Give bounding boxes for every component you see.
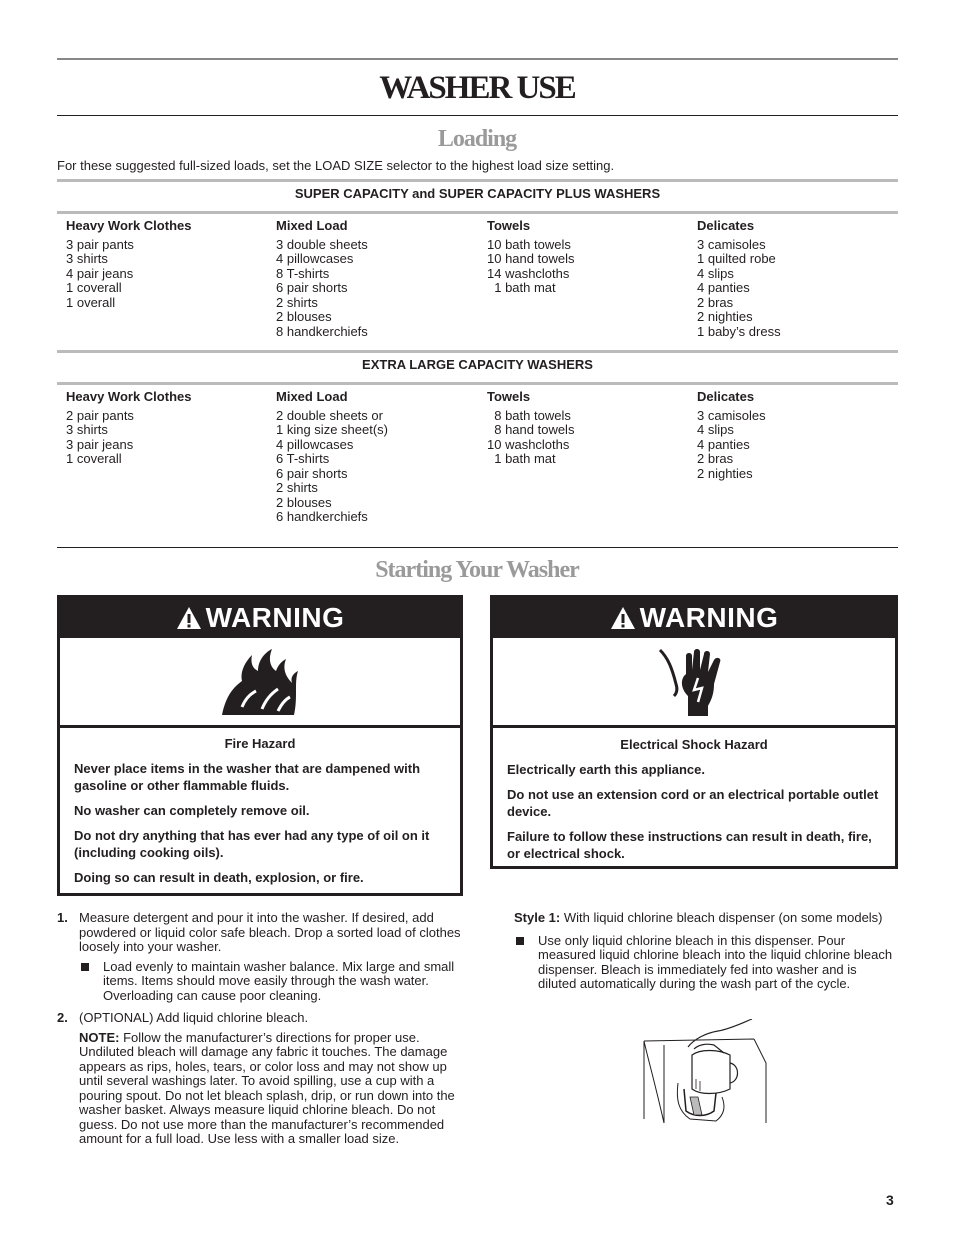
list-item: 1 quilted robe bbox=[697, 251, 776, 266]
list-item: 1 coverall bbox=[66, 451, 122, 466]
list-item: 2 pair pants bbox=[66, 407, 134, 423]
electric-shock-icon bbox=[654, 644, 734, 720]
bullet-square-icon bbox=[516, 937, 524, 945]
list-item: 3 shirts bbox=[66, 422, 108, 437]
shock-warning-box bbox=[490, 595, 898, 869]
loading-title: Loading bbox=[437, 126, 517, 152]
list-item: 8 hand towels bbox=[487, 422, 575, 437]
table2-col-towels bbox=[487, 390, 574, 467]
section-divider bbox=[57, 547, 898, 548]
column-title: Delicates bbox=[697, 218, 755, 233]
list-item: 10 washcloths bbox=[487, 436, 570, 452]
list-item: 4 panties bbox=[697, 436, 750, 452]
warning-line: Doing so can result in death, explosion, or fire. bbox=[74, 870, 364, 885]
list-item: 6 pair shorts bbox=[276, 280, 348, 295]
title-rule bbox=[57, 115, 898, 116]
table1-col-towels bbox=[487, 219, 574, 296]
list-item: 6 T-shirts bbox=[276, 451, 330, 466]
table1-header-rule bbox=[57, 211, 898, 214]
step-number: 1. bbox=[57, 910, 68, 925]
warning-line: Failure to follow these instructions can result in death, fire, or electrical shock. bbox=[507, 829, 872, 861]
step-number: 2. bbox=[57, 1010, 68, 1025]
warning-triangle-icon bbox=[176, 606, 202, 630]
list-item: 2 blouses bbox=[276, 309, 332, 324]
list-item: 6 pair shorts bbox=[276, 465, 348, 481]
style1-text: With liquid chlorine bleach dispenser (on some models) bbox=[560, 910, 883, 925]
column-title: Heavy Work Clothes bbox=[66, 218, 192, 233]
step-note bbox=[79, 1031, 464, 1147]
list-item: 3 pair pants bbox=[66, 236, 134, 252]
list-item: 3 camisoles bbox=[697, 236, 766, 252]
washer-steps bbox=[57, 911, 464, 1153]
step-text: (OPTIONAL) Add liquid chlorine bleach. bbox=[79, 1010, 309, 1025]
list-item: 4 pillowcases bbox=[276, 251, 354, 266]
step-bullet bbox=[79, 960, 464, 1004]
column-title: Towels bbox=[487, 389, 531, 404]
list-item: 8 handkerchiefs bbox=[276, 323, 368, 339]
column-title: Mixed Load bbox=[276, 218, 348, 233]
list-item: 3 camisoles bbox=[697, 407, 766, 423]
table2-col-delicates bbox=[697, 390, 766, 481]
step-text: Measure detergent and pour it into the washer. If desired, add powdered or liquid color safe bleach. Drop a sorted load of clothes loosely into your washer. bbox=[79, 910, 461, 954]
hazard-title: Electrical Shock Hazard bbox=[620, 737, 768, 752]
list-item: 3 double sheets bbox=[276, 236, 368, 252]
fire-icon bbox=[220, 647, 300, 717]
bullet-text: Use only liquid chlorine bleach in this dispenser. Pour measured liquid chlorine bleach into the liquid chlorine bleach dispenser. Bleach is immediately fed into washer and is diluted automatically during the wash part of the cycle. bbox=[538, 932, 893, 991]
column-title: Mixed Load bbox=[276, 389, 348, 404]
fire-warning-body bbox=[60, 728, 460, 886]
list-item: 1 bath mat bbox=[487, 280, 556, 295]
list-item: 3 pair jeans bbox=[66, 436, 134, 452]
warning-line: Do not use an extension cord or an electrical portable outlet device. bbox=[507, 787, 879, 819]
loading-intro: For these suggested full-sized loads, set the LOAD SIZE selector to the highest load size setting. bbox=[57, 158, 615, 173]
list-item: 2 shirts bbox=[276, 480, 318, 495]
note-text: Follow the manufacturer’s directions for proper use. Undiluted bleach will damage any fabric it touches. The damage appears as rips, holes, tears, or color loss and may not show up until several washings later. To avoid spilling, use a cup with a pouring spout. Do not let bleach splash, drip, or run down into the washer basket. Always measure liquid chlorine bleach. Do not guess. Do not use more than the manufacturer’s recommended amount for a full load. Use less with a smaller load size. bbox=[79, 1029, 455, 1146]
list-item: 4 slips bbox=[697, 422, 734, 437]
list-item: 8 bath towels bbox=[487, 407, 571, 423]
shock-warning-body bbox=[493, 728, 895, 862]
table2-top-rule bbox=[57, 350, 898, 353]
list-item: 2 blouses bbox=[276, 494, 332, 510]
warning-header bbox=[60, 598, 460, 638]
page-number: 3 bbox=[886, 1192, 894, 1208]
warning-triangle-icon bbox=[610, 606, 636, 630]
style1-intro bbox=[514, 911, 898, 926]
list-item: 6 handkerchiefs bbox=[276, 509, 368, 524]
list-item: 4 pillowcases bbox=[276, 436, 354, 452]
list-item: 10 bath towels bbox=[487, 236, 571, 252]
table2-header: EXTRA LARGE CAPACITY WASHERS bbox=[362, 357, 593, 372]
warning-label: WARNING bbox=[205, 602, 345, 633]
list-item: 2 nighties bbox=[697, 465, 753, 481]
style1-section bbox=[514, 911, 898, 1000]
list-item: 1 baby’s dress bbox=[697, 323, 781, 339]
list-item: 3 shirts bbox=[66, 251, 108, 266]
bullet-text: Load evenly to maintain washer balance. Mix large and small items. Items should move easily through the wash water. Overloading can cause poor cleaning. bbox=[103, 958, 455, 1003]
warning-label: WARNING bbox=[639, 602, 779, 633]
list-item: 1 coverall bbox=[66, 280, 122, 295]
column-title: Delicates bbox=[697, 389, 755, 404]
table1-col-delicates bbox=[697, 219, 781, 339]
style1-bullet bbox=[514, 934, 898, 992]
top-rule bbox=[57, 58, 898, 60]
list-item: 14 washcloths bbox=[487, 265, 570, 281]
list-item: 1 bath mat bbox=[487, 451, 556, 466]
warning-line: Electrically earth this appliance. bbox=[507, 762, 705, 777]
shock-icon-area bbox=[493, 638, 895, 728]
fire-icon-area bbox=[60, 638, 460, 728]
list-item: 1 king size sheet(s) bbox=[276, 422, 388, 437]
list-item: 2 bras bbox=[697, 451, 734, 466]
hazard-title: Fire Hazard bbox=[224, 736, 296, 751]
list-item: 2 bras bbox=[697, 294, 734, 310]
table2-col-mixed bbox=[276, 390, 388, 525]
warning-line: Never place items in the washer that are dampened with gasoline or other flammable fluids. bbox=[74, 761, 421, 793]
list-item: 4 pair jeans bbox=[66, 265, 134, 281]
list-item: 1 overall bbox=[66, 294, 116, 310]
list-item: 10 hand towels bbox=[487, 251, 575, 266]
list-item: 2 shirts bbox=[276, 294, 318, 310]
table1-col-mixed bbox=[276, 219, 368, 339]
column-title: Heavy Work Clothes bbox=[66, 389, 192, 404]
page-title: WASHER USE bbox=[379, 70, 575, 106]
table2-header-rule bbox=[57, 382, 898, 385]
warning-line: No washer can completely remove oil. bbox=[74, 803, 310, 818]
list-item: 4 panties bbox=[697, 280, 750, 295]
table2-col-heavy bbox=[66, 390, 191, 467]
table1-header: SUPER CAPACITY and SUPER CAPACITY PLUS WASHERS bbox=[294, 186, 661, 201]
list-item: 2 nighties bbox=[697, 309, 753, 324]
table1-top-rule bbox=[57, 179, 898, 182]
bleach-dispenser-illustration bbox=[634, 1019, 774, 1129]
list-item: 8 T-shirts bbox=[276, 265, 330, 281]
starting-title: Starting Your Washer bbox=[375, 557, 579, 583]
style1-label: Style 1: bbox=[514, 910, 561, 925]
bullet-square-icon bbox=[81, 963, 89, 971]
step-2 bbox=[57, 1011, 464, 1147]
list-item: 2 double sheets or bbox=[276, 407, 383, 423]
table1-col-heavy bbox=[66, 219, 191, 310]
column-title: Towels bbox=[487, 218, 531, 233]
warning-line: Do not dry anything that has ever had any type of oil on it (including cooking oils). bbox=[74, 828, 430, 860]
list-item: 4 slips bbox=[697, 265, 734, 281]
step-1 bbox=[57, 911, 464, 1003]
warning-header bbox=[493, 598, 895, 638]
fire-warning-box bbox=[57, 595, 463, 896]
note-label: NOTE: bbox=[79, 1029, 120, 1045]
